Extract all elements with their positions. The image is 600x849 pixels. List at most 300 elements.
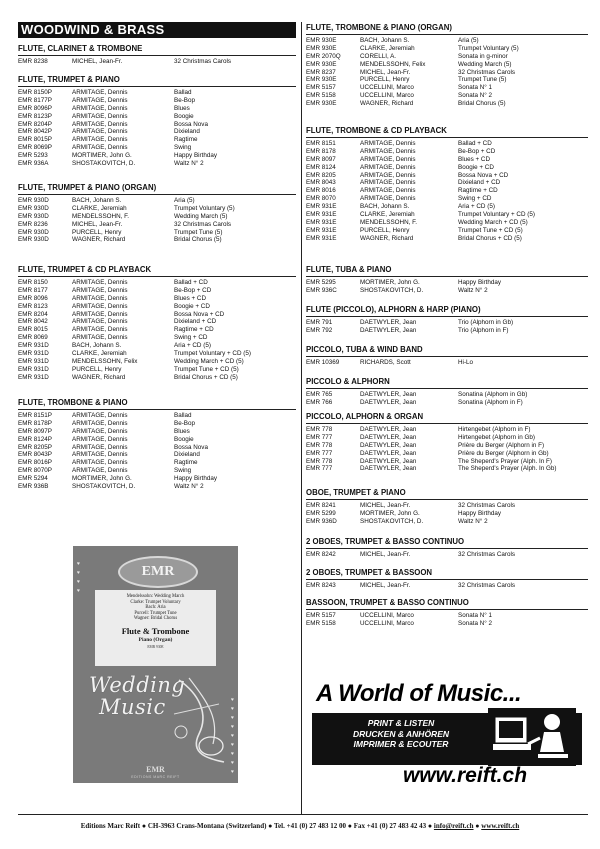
cover-credit-line: Wagner: Bridal Chorus bbox=[133, 616, 178, 622]
section-heading: FLUTE, CLARINET & TROMBONE bbox=[18, 44, 143, 53]
catalog-row bbox=[18, 334, 296, 342]
catalog-section bbox=[306, 567, 588, 590]
catalog-number: EMR 930D bbox=[18, 228, 49, 236]
catalog-row bbox=[306, 287, 588, 295]
catalog-number: EMR 931E bbox=[306, 218, 337, 226]
ad-line: IMPRIMER & ECOUTER bbox=[353, 739, 449, 749]
catalog-number: EMR 936B bbox=[18, 483, 49, 491]
catalog-row bbox=[306, 172, 588, 180]
catalog-row bbox=[306, 279, 588, 287]
work-title: Sonata N° 1 bbox=[458, 612, 493, 619]
catalog-number: EMR 8096P bbox=[18, 104, 52, 112]
catalog-number: EMR 8177P bbox=[18, 96, 52, 104]
cover-title: Flute & Trombone bbox=[121, 625, 190, 636]
catalog-row bbox=[306, 620, 588, 628]
composer-name: ARMITAGE, Dennis bbox=[72, 302, 128, 310]
composer-name: MORTIMER, John G. bbox=[360, 509, 420, 517]
catalog-number: EMR 10369 bbox=[306, 359, 340, 366]
composer-name: CLARKE, Jeremiah bbox=[360, 211, 415, 219]
section-heading: FLUTE, TROMBONE & CD PLAYBACK bbox=[306, 126, 447, 135]
catalog-row bbox=[18, 342, 296, 350]
work-title: Ballad + CD bbox=[458, 140, 492, 147]
composer-name: DAETWYLER, Jean bbox=[360, 326, 417, 334]
footer-separator: ● bbox=[475, 822, 480, 830]
work-title: Trumpet Tune (5) bbox=[174, 228, 223, 236]
catalog-row bbox=[306, 69, 588, 77]
work-title: 32 Christmas Carols bbox=[458, 502, 516, 509]
work-title: Swing bbox=[174, 144, 192, 152]
section-rule bbox=[306, 579, 588, 580]
work-title: Trumpet Voluntary (5) bbox=[458, 44, 519, 52]
catalog-row bbox=[18, 318, 296, 326]
composer-name: ARMITAGE, Dennis bbox=[72, 459, 128, 467]
composer-name: SHOSTAKOVITCH, D. bbox=[72, 160, 136, 168]
catalog-section bbox=[18, 74, 296, 168]
catalog-number: EMR 930D bbox=[18, 212, 49, 220]
catalog-row bbox=[306, 148, 588, 156]
catalog-number: EMR 8204 bbox=[18, 310, 48, 318]
catalog-section bbox=[306, 411, 588, 473]
section-heading: FLUTE, TRUMPET & PIANO bbox=[18, 75, 120, 84]
ad-line: PRINT & LISTEN bbox=[367, 718, 435, 728]
catalog-row bbox=[18, 326, 296, 334]
catalog-number: EMR 791 bbox=[306, 319, 333, 326]
work-title: Sonata N° 2 bbox=[458, 619, 493, 627]
work-title: Swing + CD bbox=[174, 334, 208, 342]
work-title: Ballad + CD bbox=[174, 279, 208, 286]
catalog-number: EMR 8177 bbox=[18, 286, 48, 294]
catalog-number: EMR 8241 bbox=[306, 502, 336, 509]
composer-name: ARMITAGE, Dennis bbox=[72, 326, 128, 334]
composer-name: MICHEL, Jean-Fr. bbox=[72, 58, 123, 65]
catalog-number: EMR 8124 bbox=[306, 163, 336, 171]
catalog-number: EMR 5157 bbox=[306, 612, 336, 619]
catalog-row bbox=[18, 295, 296, 303]
composer-name: ARMITAGE, Dennis bbox=[360, 163, 416, 171]
catalog-row bbox=[306, 53, 588, 61]
catalog-section bbox=[18, 182, 296, 244]
catalog-row bbox=[18, 287, 296, 295]
catalog-number: EMR 8016 bbox=[306, 187, 336, 195]
work-title: Aria + CD (5) bbox=[458, 203, 495, 211]
catalog-number: EMR 8070P bbox=[18, 467, 52, 475]
composer-name: UCCELLINI, Marco bbox=[360, 84, 414, 92]
composer-name: WAGNER, Richard bbox=[72, 236, 126, 244]
catalog-row bbox=[18, 451, 296, 459]
work-title: Wedding March + CD (5) bbox=[174, 357, 244, 365]
work-title: Bridal Chorus (5) bbox=[458, 100, 506, 108]
composer-name: CLARKE, Jeremiah bbox=[360, 44, 415, 52]
catalog-number: EMR 936C bbox=[306, 286, 337, 294]
catalog-row bbox=[306, 458, 588, 466]
catalog-row bbox=[306, 179, 588, 187]
catalog-number: EMR 931D bbox=[18, 373, 49, 381]
catalog-row bbox=[18, 236, 296, 244]
composer-name: WAGNER, Richard bbox=[360, 100, 414, 108]
composer-name: MORTIMER, John G. bbox=[72, 152, 132, 160]
catalog-number: EMR 930E bbox=[306, 100, 337, 108]
composer-name: RICHARDS, Scott bbox=[360, 359, 411, 366]
composer-name: UCCELLINI, Marco bbox=[360, 619, 414, 627]
composer-name: ARMITAGE, Dennis bbox=[72, 419, 128, 427]
cover-emr-logo: EMR bbox=[118, 556, 198, 588]
work-title: Dixieland bbox=[174, 128, 200, 136]
catalog-number: EMR 8242 bbox=[306, 551, 336, 558]
catalog-row bbox=[306, 399, 588, 407]
work-title: Bossa Nova bbox=[174, 120, 208, 128]
composer-name: BACH, Johann S. bbox=[72, 197, 122, 204]
catalog-row bbox=[306, 100, 588, 108]
catalog-row bbox=[18, 197, 296, 205]
catalog-row bbox=[18, 105, 296, 113]
work-title: Trumpet Tune (5) bbox=[458, 76, 507, 84]
composer-name: WAGNER, Richard bbox=[360, 234, 414, 242]
section-rule bbox=[306, 276, 588, 277]
catalog-number: EMR 8151P bbox=[18, 412, 52, 419]
cover-number: EMR 930E bbox=[147, 644, 164, 649]
work-title: Ballad bbox=[174, 89, 192, 96]
catalog-number: EMR 930E bbox=[306, 37, 337, 44]
composer-name: ARMITAGE, Dennis bbox=[72, 435, 128, 443]
catalog-number: EMR 8097P bbox=[18, 427, 52, 435]
work-title: Bridal Chorus + CD (5) bbox=[174, 373, 238, 381]
cover-credit-line: Clarke: Trumpet Voluntary bbox=[130, 599, 181, 605]
composer-name: CLARKE, Jeremiah bbox=[72, 350, 127, 358]
catalog-section bbox=[18, 43, 296, 66]
composer-name: ARMITAGE, Dennis bbox=[72, 427, 128, 435]
section-heading: PICCOLO, ALPHORN & ORGAN bbox=[306, 412, 424, 421]
catalog-row bbox=[18, 113, 296, 121]
section-rule bbox=[18, 55, 296, 56]
catalog-row bbox=[306, 442, 588, 450]
composer-name: SHOSTAKOVITCH, D. bbox=[72, 483, 136, 491]
work-title: Sonata N° 2 bbox=[458, 92, 493, 100]
catalog-number: EMR 777 bbox=[306, 465, 333, 473]
composer-name: MICHEL, Jean-Fr. bbox=[360, 551, 411, 558]
work-title: Happy Birthday bbox=[458, 279, 502, 286]
hearts-decoration-right: ♥ ♥ ♥ ♥ ♥ ♥ ♥ ♥ ♥ bbox=[231, 697, 234, 775]
catalog-row bbox=[306, 156, 588, 164]
work-title: Sonatina (Alphorn in F) bbox=[458, 398, 523, 406]
catalog-row bbox=[306, 92, 588, 100]
page-footer bbox=[0, 822, 600, 830]
catalog-row bbox=[18, 436, 296, 444]
work-title: Bossa Nova + CD bbox=[174, 310, 225, 318]
work-title: 32 Christmas Carols bbox=[174, 220, 232, 228]
work-title: Bossa Nova + CD bbox=[458, 171, 509, 179]
catalog-number: EMR 931E bbox=[306, 234, 337, 242]
catalog-section bbox=[306, 344, 588, 367]
catalog-row bbox=[18, 311, 296, 319]
composer-name: ARMITAGE, Dennis bbox=[72, 318, 128, 326]
catalog-number: EMR 8243 bbox=[306, 582, 336, 589]
catalog-row bbox=[306, 502, 588, 510]
work-title: Happy Birthday bbox=[458, 509, 502, 517]
catalog-section bbox=[306, 125, 588, 243]
catalog-row bbox=[306, 450, 588, 458]
section-rule bbox=[306, 609, 588, 610]
catalog-row bbox=[18, 420, 296, 428]
work-title: Boogie bbox=[174, 112, 194, 120]
catalog-number: EMR 931E bbox=[306, 203, 337, 211]
work-title: Aria + CD (5) bbox=[174, 342, 211, 350]
work-title: Trumpet Tune + CD (5) bbox=[458, 226, 523, 234]
catalog-number: EMR 778 bbox=[306, 426, 333, 433]
section-heading: OBOE, TRUMPET & PIANO bbox=[306, 488, 406, 497]
catalog-row bbox=[306, 426, 588, 434]
cover-credits bbox=[95, 590, 216, 622]
catalog-row bbox=[306, 164, 588, 172]
category-banner: WOODWIND & BRASS bbox=[18, 22, 296, 38]
section-rule bbox=[306, 316, 588, 317]
composer-name: MICHEL, Jean-Fr. bbox=[360, 68, 411, 76]
catalog-number: EMR 936D bbox=[306, 517, 337, 525]
composer-name: MENDELSSOHN, F. bbox=[72, 212, 130, 220]
instrument-sketch-icon bbox=[169, 674, 231, 766]
composer-name: UCCELLINI, Marco bbox=[360, 92, 414, 100]
work-title: Dixieland + CD bbox=[174, 318, 217, 326]
work-title: Prière du Berger (Alphorn in Gb) bbox=[458, 449, 549, 457]
catalog-row bbox=[306, 203, 588, 211]
catalog-section bbox=[306, 597, 588, 628]
catalog-number: EMR 5157 bbox=[306, 84, 336, 92]
catalog-number: EMR 930D bbox=[18, 197, 49, 204]
catalog-number: EMR 2070Q bbox=[306, 52, 341, 60]
book-cover-image bbox=[73, 546, 238, 783]
catalog-number: EMR 930E bbox=[306, 44, 337, 52]
catalog-number: EMR 766 bbox=[306, 398, 333, 406]
composer-name: BACH, Johann S. bbox=[360, 37, 410, 44]
work-title: Blues bbox=[174, 104, 190, 112]
work-title: Wedding March + CD (5) bbox=[458, 218, 528, 226]
footer-email-link[interactable]: info@reift.ch bbox=[433, 822, 474, 830]
section-heading: BASSOON, TRUMPET & BASSO CONTINUO bbox=[306, 598, 469, 607]
composer-name: DAETWYLER, Jean bbox=[360, 457, 417, 465]
catalog-number: EMR 778 bbox=[306, 457, 333, 465]
work-title: Dixieland bbox=[174, 451, 200, 459]
section-heading: PICCOLO & ALPHORN bbox=[306, 377, 390, 386]
work-title: Waltz N° 2 bbox=[174, 160, 204, 168]
catalog-row bbox=[306, 434, 588, 442]
composer-name: BACH, Johann S. bbox=[72, 342, 122, 350]
work-title: Ragtime bbox=[174, 459, 198, 467]
world-of-music-ad bbox=[312, 680, 582, 792]
work-title: Be-Bop bbox=[174, 96, 196, 104]
work-title: 32 Christmas Carols bbox=[174, 58, 232, 65]
composer-name: PURCELL, Henry bbox=[72, 365, 122, 373]
catalog-number: EMR 8016P bbox=[18, 459, 52, 467]
catalog-row bbox=[306, 227, 588, 235]
section-heading: FLUTE, TRUMPET & CD PLAYBACK bbox=[18, 265, 152, 274]
section-rule bbox=[306, 34, 588, 35]
work-title: Be-Bop + CD bbox=[458, 147, 496, 155]
composer-name: ARMITAGE, Dennis bbox=[72, 128, 128, 136]
catalog-row bbox=[18, 229, 296, 237]
catalog-row bbox=[306, 582, 588, 590]
composer-name: ARMITAGE, Dennis bbox=[72, 412, 128, 419]
work-title: Boogie + CD bbox=[458, 163, 494, 171]
catalog-number: EMR 930E bbox=[306, 76, 337, 84]
catalog-row bbox=[306, 551, 588, 559]
work-title: Ragtime bbox=[174, 136, 198, 144]
catalog-number: EMR 5299 bbox=[306, 509, 336, 517]
composer-name: PURCELL, Henry bbox=[360, 226, 410, 234]
composer-name: MENDELSSOHN, Felix bbox=[360, 60, 426, 68]
composer-name: CLARKE, Jeremiah bbox=[72, 204, 127, 212]
composer-name: BACH, Johann S. bbox=[360, 203, 410, 211]
catalog-number: EMR 8015 bbox=[18, 326, 48, 334]
composer-name: ARMITAGE, Dennis bbox=[360, 187, 416, 195]
work-title: Dixieland + CD bbox=[458, 179, 501, 187]
cover-credit-line: Mendelssohn: Wedding March bbox=[126, 594, 185, 599]
section-heading: 2 OBOES, TRUMPET & BASSOON bbox=[306, 568, 433, 577]
catalog-number: EMR 8069P bbox=[18, 144, 52, 152]
catalog-number: EMR 777 bbox=[306, 449, 333, 457]
catalog-number: EMR 931E bbox=[306, 226, 337, 234]
catalog-row bbox=[306, 195, 588, 203]
work-title: Waltz N° 2 bbox=[174, 483, 204, 491]
work-title: Ballad bbox=[174, 412, 192, 419]
work-title: Bridal Chorus + CD (5) bbox=[458, 234, 522, 242]
composer-name: DAETWYLER, Jean bbox=[360, 449, 417, 457]
composer-name: ARMITAGE, Dennis bbox=[72, 467, 128, 475]
work-title: Blues bbox=[174, 427, 190, 435]
section-heading: FLUTE, TRUMPET & PIANO (ORGAN) bbox=[18, 183, 157, 192]
catalog-row bbox=[306, 76, 588, 84]
work-title: Be-Bop bbox=[174, 419, 196, 427]
cover-subtitle: Piano (Organ) bbox=[138, 636, 173, 643]
section-rule bbox=[18, 86, 296, 87]
composer-name: ARMITAGE, Dennis bbox=[72, 279, 128, 286]
catalog-number: EMR 8042 bbox=[18, 318, 48, 326]
cover-script-line: Music bbox=[99, 695, 166, 719]
footer-rule bbox=[18, 814, 588, 815]
composer-name: DAETWYLER, Jean bbox=[360, 319, 417, 326]
catalog-number: EMR 8238 bbox=[18, 58, 48, 65]
section-rule bbox=[306, 499, 588, 500]
work-title: Prière du Berger (Alphorn in F) bbox=[458, 441, 545, 449]
composer-name: ARMITAGE, Dennis bbox=[72, 286, 128, 294]
work-title: Hirtengebet (Alphorn in F) bbox=[458, 426, 531, 433]
composer-name: ARMITAGE, Dennis bbox=[360, 140, 416, 147]
composer-name: SHOSTAKOVITCH, D. bbox=[360, 286, 424, 294]
work-title: Blues + CD bbox=[458, 155, 491, 163]
catalog-number: EMR 931D bbox=[18, 365, 49, 373]
work-title: Sonatina (Alphorn in Gb) bbox=[458, 391, 528, 398]
work-title: Aria (5) bbox=[174, 197, 195, 204]
catalog-row bbox=[18, 412, 296, 420]
work-title: Waltz N° 2 bbox=[458, 286, 488, 294]
section-heading: PICCOLO, TUBA & WIND BAND bbox=[306, 345, 423, 354]
ad-url[interactable]: www.reift.ch bbox=[402, 764, 528, 787]
composer-name: ARMITAGE, Dennis bbox=[360, 155, 416, 163]
catalog-section bbox=[18, 397, 296, 491]
cover-footer-logo: EMR bbox=[146, 765, 165, 774]
work-title: Happy Birthday bbox=[174, 152, 218, 160]
catalog-number: EMR 5293 bbox=[18, 152, 48, 160]
catalog-row bbox=[306, 465, 588, 473]
work-title: Bridal Chorus (5) bbox=[174, 236, 222, 244]
composer-name: ARMITAGE, Dennis bbox=[360, 179, 416, 187]
cover-script-line: Wedding bbox=[89, 673, 186, 697]
computer-user-illustration-icon bbox=[488, 708, 576, 766]
work-title: Sonata in g-minor bbox=[458, 52, 508, 60]
composer-name: ARMITAGE, Dennis bbox=[72, 104, 128, 112]
catalog-number: EMR 8205P bbox=[18, 443, 52, 451]
catalog-number: EMR 5158 bbox=[306, 92, 336, 100]
work-title: Be-Bop + CD bbox=[174, 286, 212, 294]
work-title: Trumpet Voluntary + CD (5) bbox=[458, 211, 535, 219]
catalog-number: EMR 778 bbox=[306, 441, 333, 449]
section-rule bbox=[18, 194, 296, 195]
cover-title-panel bbox=[95, 590, 216, 666]
section-rule bbox=[18, 409, 296, 410]
catalog-row bbox=[18, 350, 296, 358]
work-title: Trumpet Voluntary + CD (5) bbox=[174, 350, 251, 358]
cover-footer-publisher: EDITIONS MARC REIFT bbox=[131, 775, 180, 779]
catalog-number: EMR 8205 bbox=[306, 171, 336, 179]
catalog-number: EMR 8070 bbox=[306, 195, 336, 203]
catalog-row bbox=[18, 205, 296, 213]
catalog-number: EMR 931E bbox=[306, 211, 337, 219]
catalog-row bbox=[18, 459, 296, 467]
composer-name: ARMITAGE, Dennis bbox=[360, 195, 416, 203]
work-title: 32 Christmas Carols bbox=[458, 68, 516, 76]
composer-name: ARMITAGE, Dennis bbox=[72, 112, 128, 120]
composer-name: MENDELSSOHN, F. bbox=[360, 218, 418, 226]
catalog-number: EMR 8237 bbox=[306, 68, 336, 76]
catalog-number: EMR 8015P bbox=[18, 136, 52, 144]
catalog-row bbox=[306, 359, 588, 367]
work-title: Waltz N° 2 bbox=[458, 517, 488, 525]
section-rule bbox=[306, 356, 588, 357]
composer-name: MICHEL, Jean-Fr. bbox=[72, 220, 123, 228]
catalog-number: EMR 8151 bbox=[306, 140, 336, 147]
catalog-row bbox=[306, 518, 588, 526]
catalog-row bbox=[306, 319, 588, 327]
section-rule bbox=[18, 276, 296, 277]
catalog-row bbox=[18, 467, 296, 475]
work-title: The Sheperd's Prayer (Alph. In F) bbox=[458, 457, 552, 465]
work-title: Swing bbox=[174, 467, 192, 475]
composer-name: ARMITAGE, Dennis bbox=[72, 89, 128, 96]
catalog-row bbox=[306, 211, 588, 219]
composer-name: ARMITAGE, Dennis bbox=[72, 294, 128, 302]
catalog-number: EMR 931D bbox=[18, 342, 49, 350]
work-title: Trio (Alphorn in F) bbox=[458, 326, 509, 334]
composer-name: ARMITAGE, Dennis bbox=[360, 147, 416, 155]
catalog-row bbox=[18, 152, 296, 160]
catalog-section bbox=[18, 264, 296, 382]
catalog-row bbox=[306, 37, 588, 45]
catalog-row bbox=[18, 160, 296, 168]
catalog-row bbox=[18, 366, 296, 374]
composer-name: MICHEL, Jean-Fr. bbox=[360, 502, 411, 509]
footer-web-link[interactable]: www.reift.ch bbox=[481, 822, 520, 830]
catalog-row bbox=[18, 303, 296, 311]
catalog-row bbox=[306, 327, 588, 335]
composer-name: MORTIMER, John G. bbox=[72, 475, 132, 483]
composer-name: ARMITAGE, Dennis bbox=[72, 96, 128, 104]
catalog-row bbox=[18, 213, 296, 221]
catalog-number: EMR 8096 bbox=[18, 294, 48, 302]
catalog-number: EMR 8043P bbox=[18, 451, 52, 459]
ad-headline: A World of Music... bbox=[316, 680, 522, 707]
composer-name: MORTIMER, John G. bbox=[360, 279, 420, 286]
catalog-number: EMR 8150 bbox=[18, 279, 48, 286]
catalog-section bbox=[306, 536, 588, 559]
composer-name: DAETWYLER, Jean bbox=[360, 433, 417, 441]
